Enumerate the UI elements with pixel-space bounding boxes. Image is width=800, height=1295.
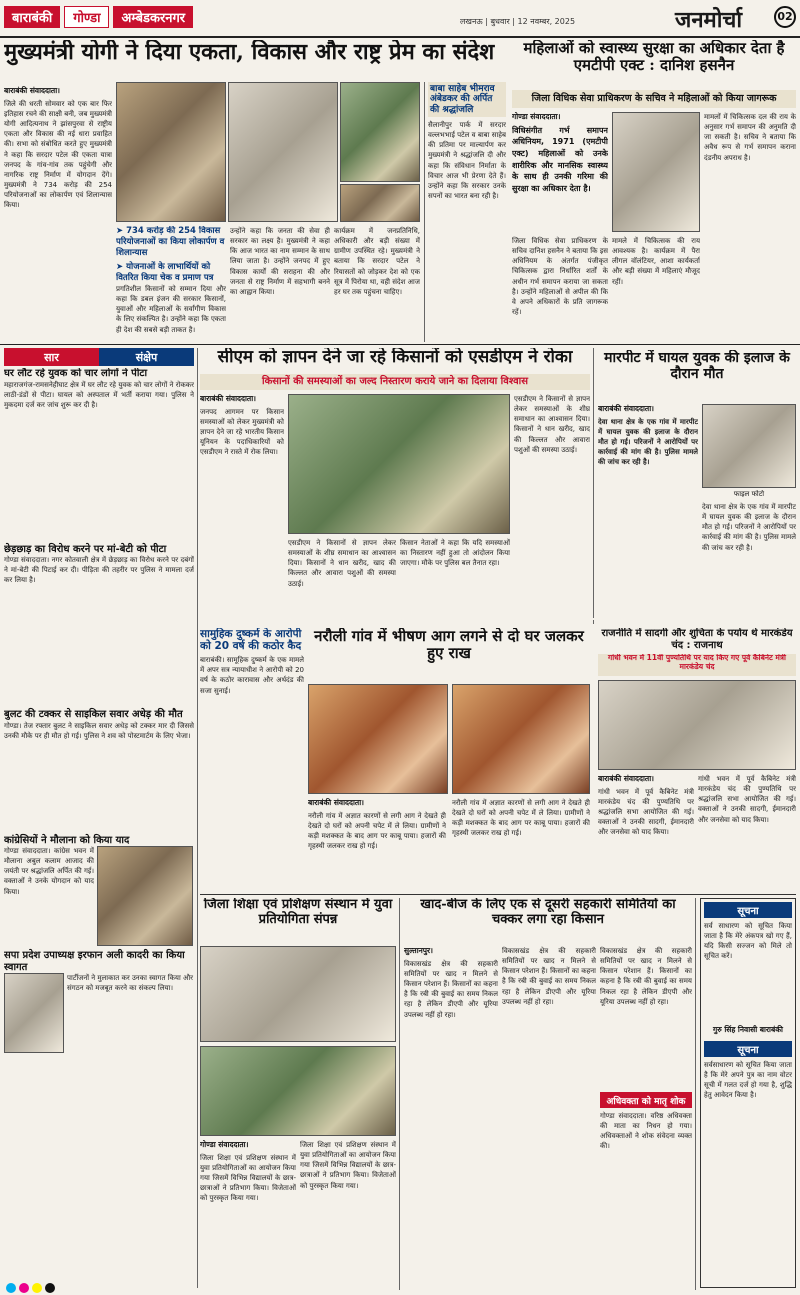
ambedkar-box <box>424 82 506 342</box>
ceem-sub-box <box>200 374 590 390</box>
col-rule-4 <box>399 898 400 1290</box>
lead-byline: बाराबंकी संवाददाता। <box>4 86 60 95</box>
ceem-byline: बाराबंकी संवाददाता। <box>200 394 256 403</box>
accident-text: गोण्डा संवाददाता। वरिष्ठ अधिवक्ता की माता का निधन हो गया। अधिवक्ताओं ने शोक संवेदना व्यक्त की। <box>600 1112 692 1151</box>
brief-title: छेड़छाड़ का विरोध करने पर मां-बेटी को पीटा <box>4 543 167 555</box>
brief-header <box>4 348 194 366</box>
notice-title: सूचना <box>704 902 792 918</box>
page-number: 02 <box>774 6 796 28</box>
lead-col3-text: उन्होंने कहा कि जनता की सेवा ही सरकार का लक्ष्य है। मुख्यमंत्री ने कहा कि आज भारत का नाम सम्मान के साथ लिया जाता है। उन्होंने जनपद में हुए विकास कार्यों की सराहना की और जनता से राष्ट्र निर्माण में सहभागी बनने का आह्वान किया। <box>230 227 330 296</box>
politics-sub-box <box>598 654 796 676</box>
black-mark <box>45 1283 55 1293</box>
assault-text-2: देवा थाना क्षेत्र के एक गांव में मारपीट में घायल युवक की इलाज के दौरान मौत हो गई। परिजनों ने आरोपियों पर कार्रवाई की मांग की है। पुलिस मामले की जांच कर रही है। <box>702 503 796 552</box>
women-text1: जिला विधिक सेवा प्राधिकरण के सचिव दानिश हसनैन ने बताया कि इस अधिनियम के अंतर्गत पंजीकृत चिकित्सक द्वारा निर्धारित शर्तों के अधीन गर्भ समापन कराया जा सकता है। उन्होंने महिलाओं से अपील की कि वे अपने अधिकारों के प्रति जागरूक रहें। <box>512 237 608 316</box>
fire-headline: नरौली गांव में भीषण आग लगने से दो घर जलकर हुए राख <box>314 628 584 663</box>
brief-column <box>4 368 194 1288</box>
khad-text-2: विकासखंड क्षेत्र की सहकारी समितियों पर खाद न मिलने से किसान परेशान हैं। किसानों का कहना है कि रबी की बुवाई का समय निकल रहा है लेकिन डीएपी और यूरिया उपलब्ध नहीं हो रहा। <box>502 947 596 1006</box>
brief-text: महाराजगंज-रामसनेहीघाट क्षेत्र में घर लौट रहे युवक को चार लोगों ने रोककर लाठी-डंडों से पीटा। घायल को अस्पताल में भर्ती कराया गया। पुलिस ने मुकदमा दर्ज कर जांच शुरू कर दी है। <box>4 380 194 409</box>
paper-logo: जनमोर्चा <box>675 7 743 33</box>
rule-3 <box>200 894 796 895</box>
fire-text: नरौली गांव में अज्ञात कारणों से लगी आग ने देखते ही देखते दो घरों को अपनी चपेट में ले लिया। ग्रामीणों ने कड़ी मशक्कत के बाद आग पर काबू पाया। हजारों की गृहस्थी जलकर राख हो गई। <box>308 811 446 851</box>
assault-col1 <box>598 404 698 618</box>
ambedkar-text: सैलानीपुर पार्क में सरदार वल्लभभाई पटेल व बाबा साहेब की प्रतिमा पर माल्यार्पण कर मुख्यमंत्री ने श्रद्धांजलि दी और कहा कि संविधान निर्माता के विचार आज भी प्रेरणा देते हैं। उन्होंने कहा कि सरकार उनके सपनों का भारत बना रही है। <box>428 121 506 201</box>
fire-photo-2 <box>452 684 590 794</box>
ceem-sub: किसानों की समस्याओं का जल्द निस्तारण कराये जाने का दिलाया विश्वास <box>262 376 528 387</box>
brief-label-b: संक्षेप <box>99 348 194 366</box>
col-rule-1 <box>197 348 198 1288</box>
section-tabs <box>4 6 424 30</box>
khad-col3 <box>600 946 692 1086</box>
brief-item <box>4 709 194 831</box>
congress-photo <box>97 846 193 946</box>
notice-box <box>700 898 796 1288</box>
day: बुधवार <box>490 17 510 26</box>
tab-barabanki[interactable]: बाराबंकी <box>4 6 60 28</box>
brief-item <box>4 950 194 1053</box>
fire-text-2: नरौली गांव में अज्ञात कारणों से लगी आग ने देखते ही देखते दो घरों को अपनी चपेट में ले लिया। ग्रामीणों ने कड़ी मशक्कत के बाद आग पर काबू पाया। हजारों की गृहस्थी जलकर राख हो गई। <box>452 799 590 838</box>
brief-title: सपा प्रदेश उपाध्यक्ष इरफान अली कादरी का किया स्वागत <box>4 950 185 973</box>
politics-photo <box>598 680 796 770</box>
brief-text: गोण्डा संवाददाता। नगर कोतवाली क्षेत्र में छेड़छाड़ का विरोध करने पर दबंगों ने मां-बेटी की पिटाई कर दी। पीड़िता की तहरीर पर पुलिस ने मामला दर्ज कर लिया है। <box>4 556 194 585</box>
ceem-headline-box <box>200 348 590 372</box>
cm-photo <box>116 82 226 222</box>
brief-text: पार्टीजनों ने मुलाकात कर उनका स्वागत किया और संगठन को मजबूत करने का संकल्प लिया। <box>67 974 194 993</box>
women-photo <box>612 112 700 232</box>
khad-headline: खाद-बीज के लिए एक से दूसरी सहकारी समितियों का चक्कर लगा रहा किसान <box>420 898 676 927</box>
fire-col2 <box>452 798 590 890</box>
lead-col1-text: जिले की धरती सोमवार को एक बार फिर इतिहास रचने की साक्षी बनी, जब मुख्यमंत्री योगी आदित्यनाथ ने झांसपुरवा से राष्ट्रीय एकता और विकास की नई धारा प्रवाहित की। सभा को संबोधित करते हुए मुख्यमंत्री ने कहा कि सरदार पटेल की एकता यात्रा जनपद के गांव-गांव तक पहुंचेगी और नागरिक राष्ट्र निर्माण में योगदान देंगे। मुख्यमंत्री ने 734 करोड़ की 254 परियोजनाओं का लोकार्पण एवं शिलान्यास किया। <box>4 99 112 210</box>
fire-headline-box <box>308 628 590 678</box>
cyan-mark <box>6 1283 16 1293</box>
women-byline: गोण्डा संवाददाता। <box>512 112 561 121</box>
women-text3: मामलों में चिकित्सक दल की राय के अनुसार गर्भ समापन की अनुमति दी जा सकती है। सचिव ने बताया कि अवैध रूप से गर्भ समापन कराना दंडनीय अपराध है। <box>704 113 796 162</box>
women-text2: मामले में चिकित्सक की राय आवश्यक है। कार्यक्रम में पैरा लीगल वॉलंटियर, आशा कार्यकर्ता और बड़ी संख्या में महिलाएं मौजूद रहीं। <box>612 237 700 286</box>
shiksha-photo-1 <box>200 946 396 1042</box>
shiksha-headline-box <box>200 898 396 942</box>
khad-col1 <box>404 946 498 1290</box>
samudaay-box <box>200 628 304 888</box>
rule-2 <box>0 344 800 345</box>
politics-text-2: गांधी भवन में पूर्व कैबिनेट मंत्री मारकंडेय चंद की पुण्यतिथि पर श्रद्धांजलि सभा आयोजित की गई। वक्ताओं ने उनकी सादगी, ईमानदारी और जनसेवा को याद किया। <box>698 775 796 824</box>
notice-text-2: सर्वसाधारण को सूचित किया जाता है कि मेरे अपने पुत्र का नाम वोटर सूची में गलत दर्ज हो गया है, शुद्धि हेतु आवेदन किया है। <box>704 1061 792 1100</box>
assault-byline: बाराबंकी संवाददाता। <box>598 404 654 413</box>
ambedkar-title: बाबा साहेब भीमराव अंबेडकर की अर्पित की श्रद्धांजलि <box>430 84 495 115</box>
khad-text-3: विकासखंड क्षेत्र की सहकारी समितियों पर खाद न मिलने से किसान परेशान हैं। किसानों का कहना है कि रबी की बुवाई का समय निकल रहा है लेकिन डीएपी और यूरिया उपलब्ध नहीं हो रहा। <box>600 947 692 1006</box>
samudaay-text: बाराबंकी। सामूहिक दुष्कर्म के एक मामले में अपर सत्र न्यायाधीश ने आरोपी को 20 वर्ष के कठोर कारावास और अर्थदंड की सजा सुनाई। <box>200 656 304 695</box>
khad-byline: सुल्तानपुर। <box>404 946 433 955</box>
women-headline: महिलाओं को स्वास्थ्य सुरक्षा का अधिकार देता है एमटीपी एक्ट : दानिश हसनैन <box>523 40 785 75</box>
notice-title-2: सूचना <box>704 1041 792 1057</box>
fire-col1 <box>308 798 446 890</box>
khad-col2 <box>502 946 596 1290</box>
ceem-text4: एसडीएम ने किसानों से ज्ञापन लेकर समस्याओं के शीघ्र समाधान का आश्वासन दिया। किसानों ने धान खरीद, खाद की किल्लत और आवारा पशुओं की समस्या उठाई। <box>514 395 590 454</box>
assault-headline: मारपीट में घायल युवक की इलाज के दौरान मौत <box>604 350 790 383</box>
women-lead: विधिसंगीत गर्भ समापन अधिनियम, 1971 (एमटीपी एक्ट) महिलाओं को उनके शारीरिक और मानसिक स्वास्थ्य के साथ ही उनकी गरिमा की सुरक्षा का अधिकार देता है। <box>512 125 608 193</box>
fire-byline: बाराबंकी संवाददाता। <box>308 798 364 807</box>
lead-headline: मुख्यमंत्री योगी ने दिया एकता, विकास और राष्ट्र प्रेम का संदेश <box>4 40 495 65</box>
date: 12 नवम्बर, 2025 <box>517 17 576 26</box>
politics-headline-box <box>598 628 796 652</box>
ceem-col3 <box>400 538 510 626</box>
col-rule-5 <box>695 898 696 1290</box>
politics-col2 <box>698 774 796 890</box>
women-lead-box <box>512 112 608 232</box>
brief-item <box>4 544 194 706</box>
brief-label-a: सार <box>4 348 99 366</box>
ceem-text1: जनपद आगमन पर किसान समस्याओं को लेकर मुख्यमंत्री को ज्ञापन देने जा रहे भारतीय किसान यूनियन के पदाधिकारियों को एसडीएम ने रास्ते में रोक लिया। <box>200 407 284 457</box>
irfan-photo <box>4 973 64 1053</box>
women-col3 <box>704 112 796 342</box>
lead-col3 <box>230 226 330 342</box>
shiksha-text: जिला शिक्षा एवं प्रशिक्षण संस्थान में युवा प्रतियोगिताओं का आयोजन किया गया जिसमें विभिन्न विद्यालयों के छात्र-छात्राओं ने प्रतिभाग किया। विजेताओं को पुरस्कृत किया गया। <box>200 1153 296 1203</box>
top-rule <box>0 36 800 38</box>
shiksha-byline: गोण्डा संवाददाता। <box>200 1140 249 1149</box>
lead-col2-text: प्रगतिशील किसानों को सम्मान दिया और कहा कि डबल इंजन की सरकार किसानों, युवाओं और महिलाओं के सर्वांगीण विकास के लिए संकल्पित है। उन्होंने कहा कि एकता ही देश की सबसे बड़ी ताकत है। <box>116 285 226 334</box>
ceem-text2: एसडीएम ने किसानों से ज्ञापन लेकर समस्याओं के शीघ्र समाधान का आश्वासन दिया। किसानों ने धान खरीद, खाद की किल्लत और आवारा पशुओं की समस्या उठाई। <box>288 539 396 588</box>
politics-sub: गांधी भवन में 11वीं पुण्यतिथि पर याद किए गए पूर्व कैबिनेट मंत्री मारकंडेय चंद <box>608 654 786 671</box>
assault-col2 <box>702 502 796 618</box>
event-photo-3 <box>340 184 420 222</box>
notice-text: सर्व साधारण को सूचित किया जाता है कि मेरे अंकपत्र खो गए हैं, यदि किसी सज्जन को मिले तो सूचित करें। <box>704 922 792 961</box>
samudaay-headline: सामुहिक दुष्कर्म के आरोपी को 20 वर्ष की कठोर कैद <box>200 628 302 653</box>
assault-photo-caption: फाइल फोटो <box>733 490 765 498</box>
shiksha-text-2: जिला शिक्षा एवं प्रशिक्षण संस्थान में युवा प्रतियोगिताओं का आयोजन किया गया जिसमें विभिन्न विद्यालयों के छात्र-छात्राओं ने प्रतिभाग किया। विजेताओं को पुरस्कृत किया गया। <box>300 1141 396 1190</box>
event-photo-2 <box>340 82 420 182</box>
lead-bullet-1: ➤ 734 करोड़ की 254 विकास परियोजनाओं का किया लोकार्पण व शिलान्यास <box>116 226 225 259</box>
city: लखनऊ <box>460 17 483 26</box>
shiksha-headline: जिला शिक्षा एवं प्रशिक्षण संस्थान में युवा प्रतियोगिता संपन्न <box>203 898 393 927</box>
lead-col4-text: कार्यक्रम में जनप्रतिनिधि, अधिकारी और बड़ी संख्या में ग्रामीण उपस्थित रहे। मुख्यमंत्री ने बताया कि सरदार पटेल ने रियासतों को जोड़कर देश को एक सूत्र में पिरोया था, वही संदेश आज हर घर तक पहुंचना चाहिए। <box>334 227 420 296</box>
masthead <box>460 4 800 34</box>
politics-col1 <box>598 774 694 890</box>
shiksha-photo-2 <box>200 1046 396 1136</box>
politics-headline: राजनीति में सादगी और शुचिता के पर्याय थे मारकंडेय चंद : राजनाथ <box>601 628 793 651</box>
magenta-mark <box>19 1283 29 1293</box>
ceem-photo <box>288 394 510 534</box>
brief-title: घर लौट रहे युवक को चार लोगों ने पीटा <box>4 368 148 379</box>
brief-text: गोण्डा संवाददाता। कांग्रेस भवन में मौलाना अबुल कलाम आजाद की जयंती पर श्रद्धांजलि अर्पित की गई। वक्ताओं ने उनके योगदान को याद किया। <box>4 847 94 896</box>
ceem-col4 <box>514 394 590 626</box>
accident-box <box>600 1092 692 1290</box>
women-col1 <box>512 236 608 342</box>
tab-gonda[interactable]: गोण्डा <box>64 6 109 28</box>
women-sub: जिला विधिक सेवा प्राधिकरण के सचिव ने महिलाओं को किया जागरूक <box>531 93 777 104</box>
assault-photo <box>702 404 796 488</box>
fire-photo-1 <box>308 684 448 794</box>
ceem-headline: सीएम को ज्ञापन देने जा रहे किसानों को एसडीएम ने रोका <box>217 348 573 367</box>
shiksha-col2 <box>300 1140 396 1290</box>
col-rule-3 <box>593 620 594 624</box>
khad-text: विकासखंड क्षेत्र की सहकारी समितियों पर खाद न मिलने से किसान परेशान हैं। किसानों का कहना है कि रबी की बुवाई का समय निकल रहा है लेकिन डीएपी और यूरिया उपलब्ध नहीं हो रहा। <box>404 959 498 1019</box>
notice-contact: गुरु सिंह निवासी बाराबंकी <box>713 1025 783 1034</box>
ceem-text3: किसान नेताओं ने कहा कि यदि समस्याओं का निस्तारण नहीं हुआ तो आंदोलन किया जाएगा। मौके पर पुलिस बल तैनात रहा। <box>400 539 510 568</box>
cmyk-marks <box>6 1283 55 1293</box>
brief-title: बुलट की टक्कर से साइकिल सवार अधेड़ की मौत <box>4 709 183 720</box>
women-headline-box <box>512 40 796 88</box>
assault-text: देवा थाना क्षेत्र के एक गांव में मारपीट में घायल युवक की इलाज के दौरान मौत हो गई। परिजनों ने आरोपियों पर कार्रवाई की मांग की है। पुलिस मामले की जांच कर रही है। <box>598 417 698 467</box>
khad-headline-box <box>404 898 692 942</box>
accident-headline: अधिवक्ता को मातृ शोक <box>600 1092 692 1108</box>
brief-item <box>4 368 194 540</box>
yellow-mark <box>32 1283 42 1293</box>
shiksha-col1 <box>200 1140 296 1290</box>
masthead-info: लखनऊ | बुधवार | 12 नवम्बर, 2025 <box>460 17 576 26</box>
politics-text: गांधी भवन में पूर्व कैबिनेट मंत्री मारकंडेय चंद की पुण्यतिथि पर श्रद्धांजलि सभा आयोजित की गई। वक्ताओं ने उनकी सादगी, ईमानदारी और जनसेवा को याद किया। <box>598 787 694 837</box>
ceem-col1 <box>200 394 284 624</box>
women-sub-box <box>512 90 796 108</box>
tab-ambedkarnagar[interactable]: अम्बेडकरनगर <box>113 6 193 28</box>
women-col2 <box>612 236 700 342</box>
lead-headline-box <box>4 40 504 80</box>
brief-text: गोण्डा। तेज रफ्तार बुलट ने साइकिल सवार अधेड़ को टक्कर मार दी जिससे उनकी मौके पर ही मौत हो गई। पुलिस ने शव को पोस्टमार्टम के लिए भेजा। <box>4 721 194 740</box>
brief-title: कांग्रेसियों ने मौलाना को किया याद <box>4 834 130 846</box>
event-photo-1 <box>228 82 338 222</box>
politics-byline: बाराबंकी संवाददाता। <box>598 774 654 783</box>
lead-col1 <box>4 86 112 342</box>
lead-bullet-2: ➤ योजनाओं के लाभार्थियों को वितरित किया चेक व प्रमाण पत्र <box>116 262 214 282</box>
ceem-col2 <box>288 538 396 626</box>
lead-col4 <box>334 226 420 342</box>
col-rule-2 <box>593 348 594 618</box>
assault-headline-box <box>598 350 796 400</box>
lead-bullets <box>116 226 226 282</box>
brief-item <box>4 835 194 947</box>
lead-col2 <box>116 284 226 342</box>
